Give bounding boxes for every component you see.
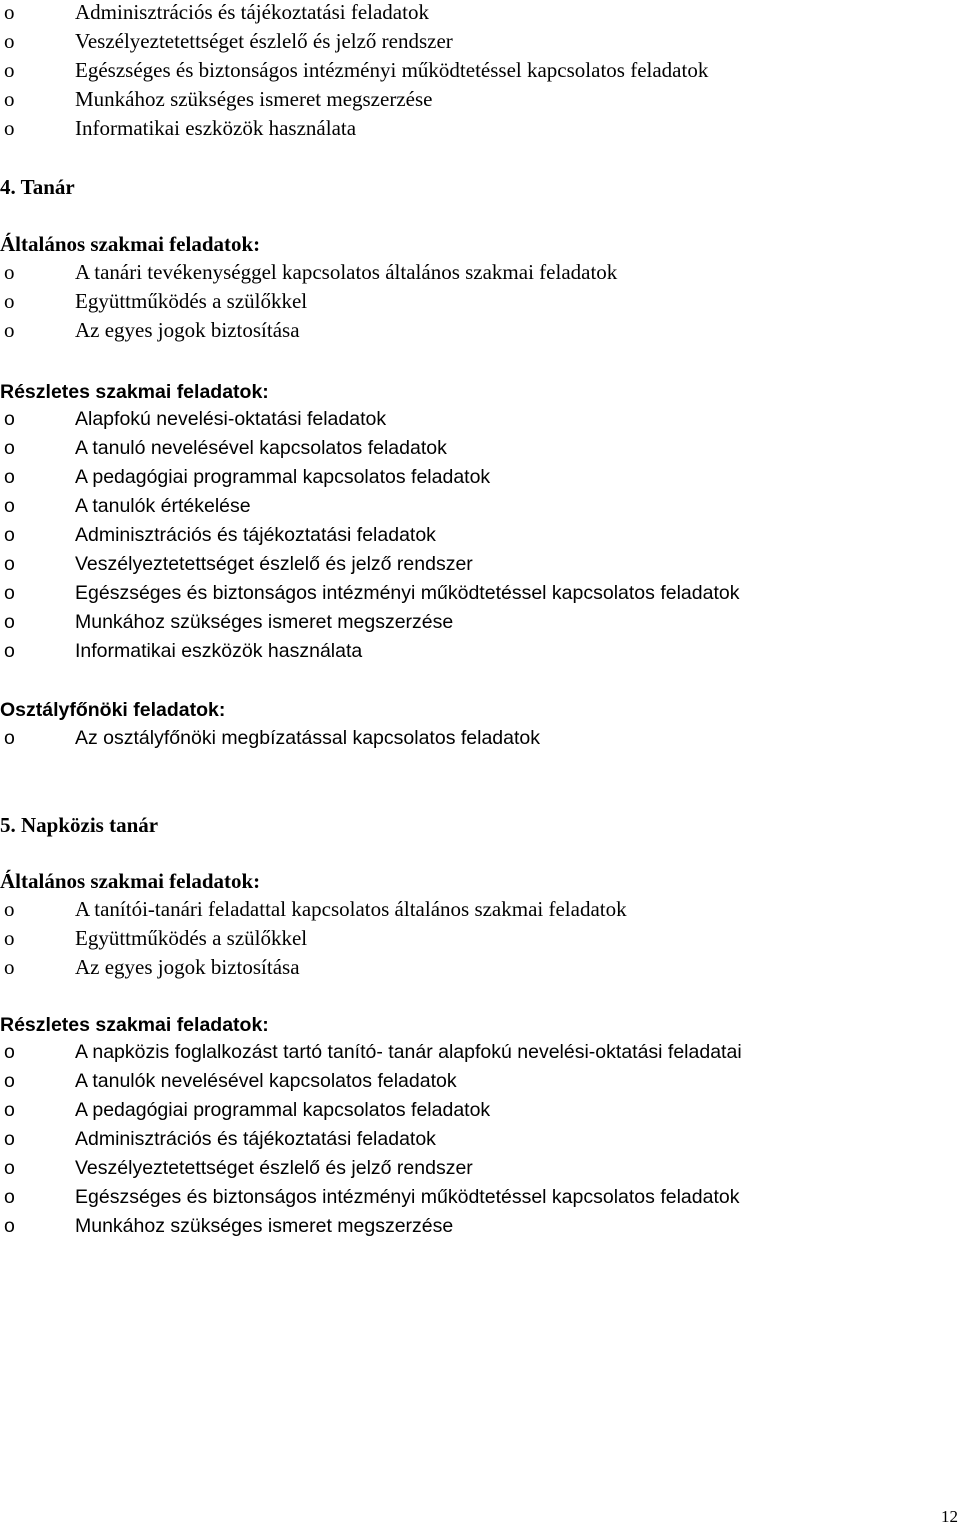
section4-class-heading: Osztályfőnöki feladatok: xyxy=(0,699,226,721)
list-item-text: A tanulók értékelése xyxy=(75,495,251,517)
bullet: o xyxy=(4,1070,15,1092)
list-item-text: Adminisztrációs és tájékoztatási feladatok xyxy=(75,1128,436,1150)
bullet: o xyxy=(4,553,15,575)
list-item-text: A tanári tevékenységgel kapcsolatos általános szakmai feladatok xyxy=(75,260,618,284)
list-item-text: Munkához szükséges ismeret megszerzése xyxy=(75,87,433,111)
bullet: o xyxy=(4,116,15,140)
bullet: o xyxy=(4,1128,15,1150)
bullet: o xyxy=(4,1186,15,1208)
bullet: o xyxy=(4,87,15,111)
list-item-text: Egészséges és biztonságos intézményi működtetéssel kapcsolatos feladatok xyxy=(75,1186,740,1208)
list-item-text: A pedagógiai programmal kapcsolatos feladatok xyxy=(75,1099,491,1121)
bullet: o xyxy=(4,1215,15,1237)
bullet: o xyxy=(4,524,15,546)
bullet: o xyxy=(4,29,15,53)
section5-title: 5. Napközis tanár xyxy=(0,813,159,837)
list-item-text: Veszélyeztetettséget észlelő és jelző rendszer xyxy=(75,1157,473,1179)
section4-title: 4. Tanár xyxy=(0,175,75,199)
section4-general-heading: Általános szakmai feladatok: xyxy=(0,232,261,256)
bullet: o xyxy=(4,260,15,284)
bullet: o xyxy=(4,495,15,517)
list-item-text: Veszélyeztetettséget észlelő és jelző rendszer xyxy=(75,29,453,53)
list-item-text: Informatikai eszközök használata xyxy=(75,116,357,140)
list-item-text: A tanítói-tanári feladattal kapcsolatos általános szakmai feladatok xyxy=(75,897,627,921)
list-item-text: Az egyes jogok biztosítása xyxy=(75,318,300,342)
bullet: o xyxy=(4,727,15,749)
bullet: o xyxy=(4,318,15,342)
page-number: 12 xyxy=(941,1507,958,1526)
list-item-text: Munkához szükséges ismeret megszerzése xyxy=(75,611,454,633)
list-item-text: A pedagógiai programmal kapcsolatos feladatok xyxy=(75,466,491,488)
section5-general-heading: Általános szakmai feladatok: xyxy=(0,869,261,893)
list-item-text: A tanulók nevelésével kapcsolatos feladatok xyxy=(75,1070,457,1092)
bullet: o xyxy=(4,640,15,662)
list-item-text: Együttműködés a szülőkkel xyxy=(75,926,308,950)
list-item-text: Az egyes jogok biztosítása xyxy=(75,955,300,979)
list-item-text: A napközis foglalkozást tartó tanító- tanár alapfokú nevelési-oktatási feladatai xyxy=(75,1041,742,1063)
bullet: o xyxy=(4,897,15,921)
bullet: o xyxy=(4,437,15,459)
bullet: o xyxy=(4,58,15,82)
list-item-text: Egészséges és biztonságos intézményi működtetéssel kapcsolatos feladatok xyxy=(75,582,740,604)
list-item-text: Az osztályfőnöki megbízatással kapcsolatos feladatok xyxy=(75,727,541,749)
list-item-text: Alapfokú nevelési-oktatási feladatok xyxy=(75,408,387,430)
bullet: o xyxy=(4,408,15,430)
list-item-text: Együttműködés a szülőkkel xyxy=(75,289,308,313)
bullet: o xyxy=(4,955,15,979)
bullet: o xyxy=(4,1157,15,1179)
bullet: o xyxy=(4,289,15,313)
list-item-text: Munkához szükséges ismeret megszerzése xyxy=(75,1215,454,1237)
bullet: o xyxy=(4,0,15,24)
section4-detailed-heading: Részletes szakmai feladatok: xyxy=(0,381,269,403)
list-item-text: Informatikai eszközök használata xyxy=(75,640,363,662)
list-item-text: A tanuló nevelésével kapcsolatos feladatok xyxy=(75,437,447,459)
bullet: o xyxy=(4,611,15,633)
section5-detailed-heading: Részletes szakmai feladatok: xyxy=(0,1014,269,1036)
list-item-text: Egészséges és biztonságos intézményi működtetéssel kapcsolatos feladatok xyxy=(75,58,709,82)
bullet: o xyxy=(4,1041,15,1063)
bullet: o xyxy=(4,582,15,604)
bullet: o xyxy=(4,926,15,950)
list-item-text: Adminisztrációs és tájékoztatási feladatok xyxy=(75,0,429,24)
bullet: o xyxy=(4,466,15,488)
list-item-text: Adminisztrációs és tájékoztatási feladatok xyxy=(75,524,436,546)
bullet: o xyxy=(4,1099,15,1121)
list-item-text: Veszélyeztetettséget észlelő és jelző rendszer xyxy=(75,553,473,575)
